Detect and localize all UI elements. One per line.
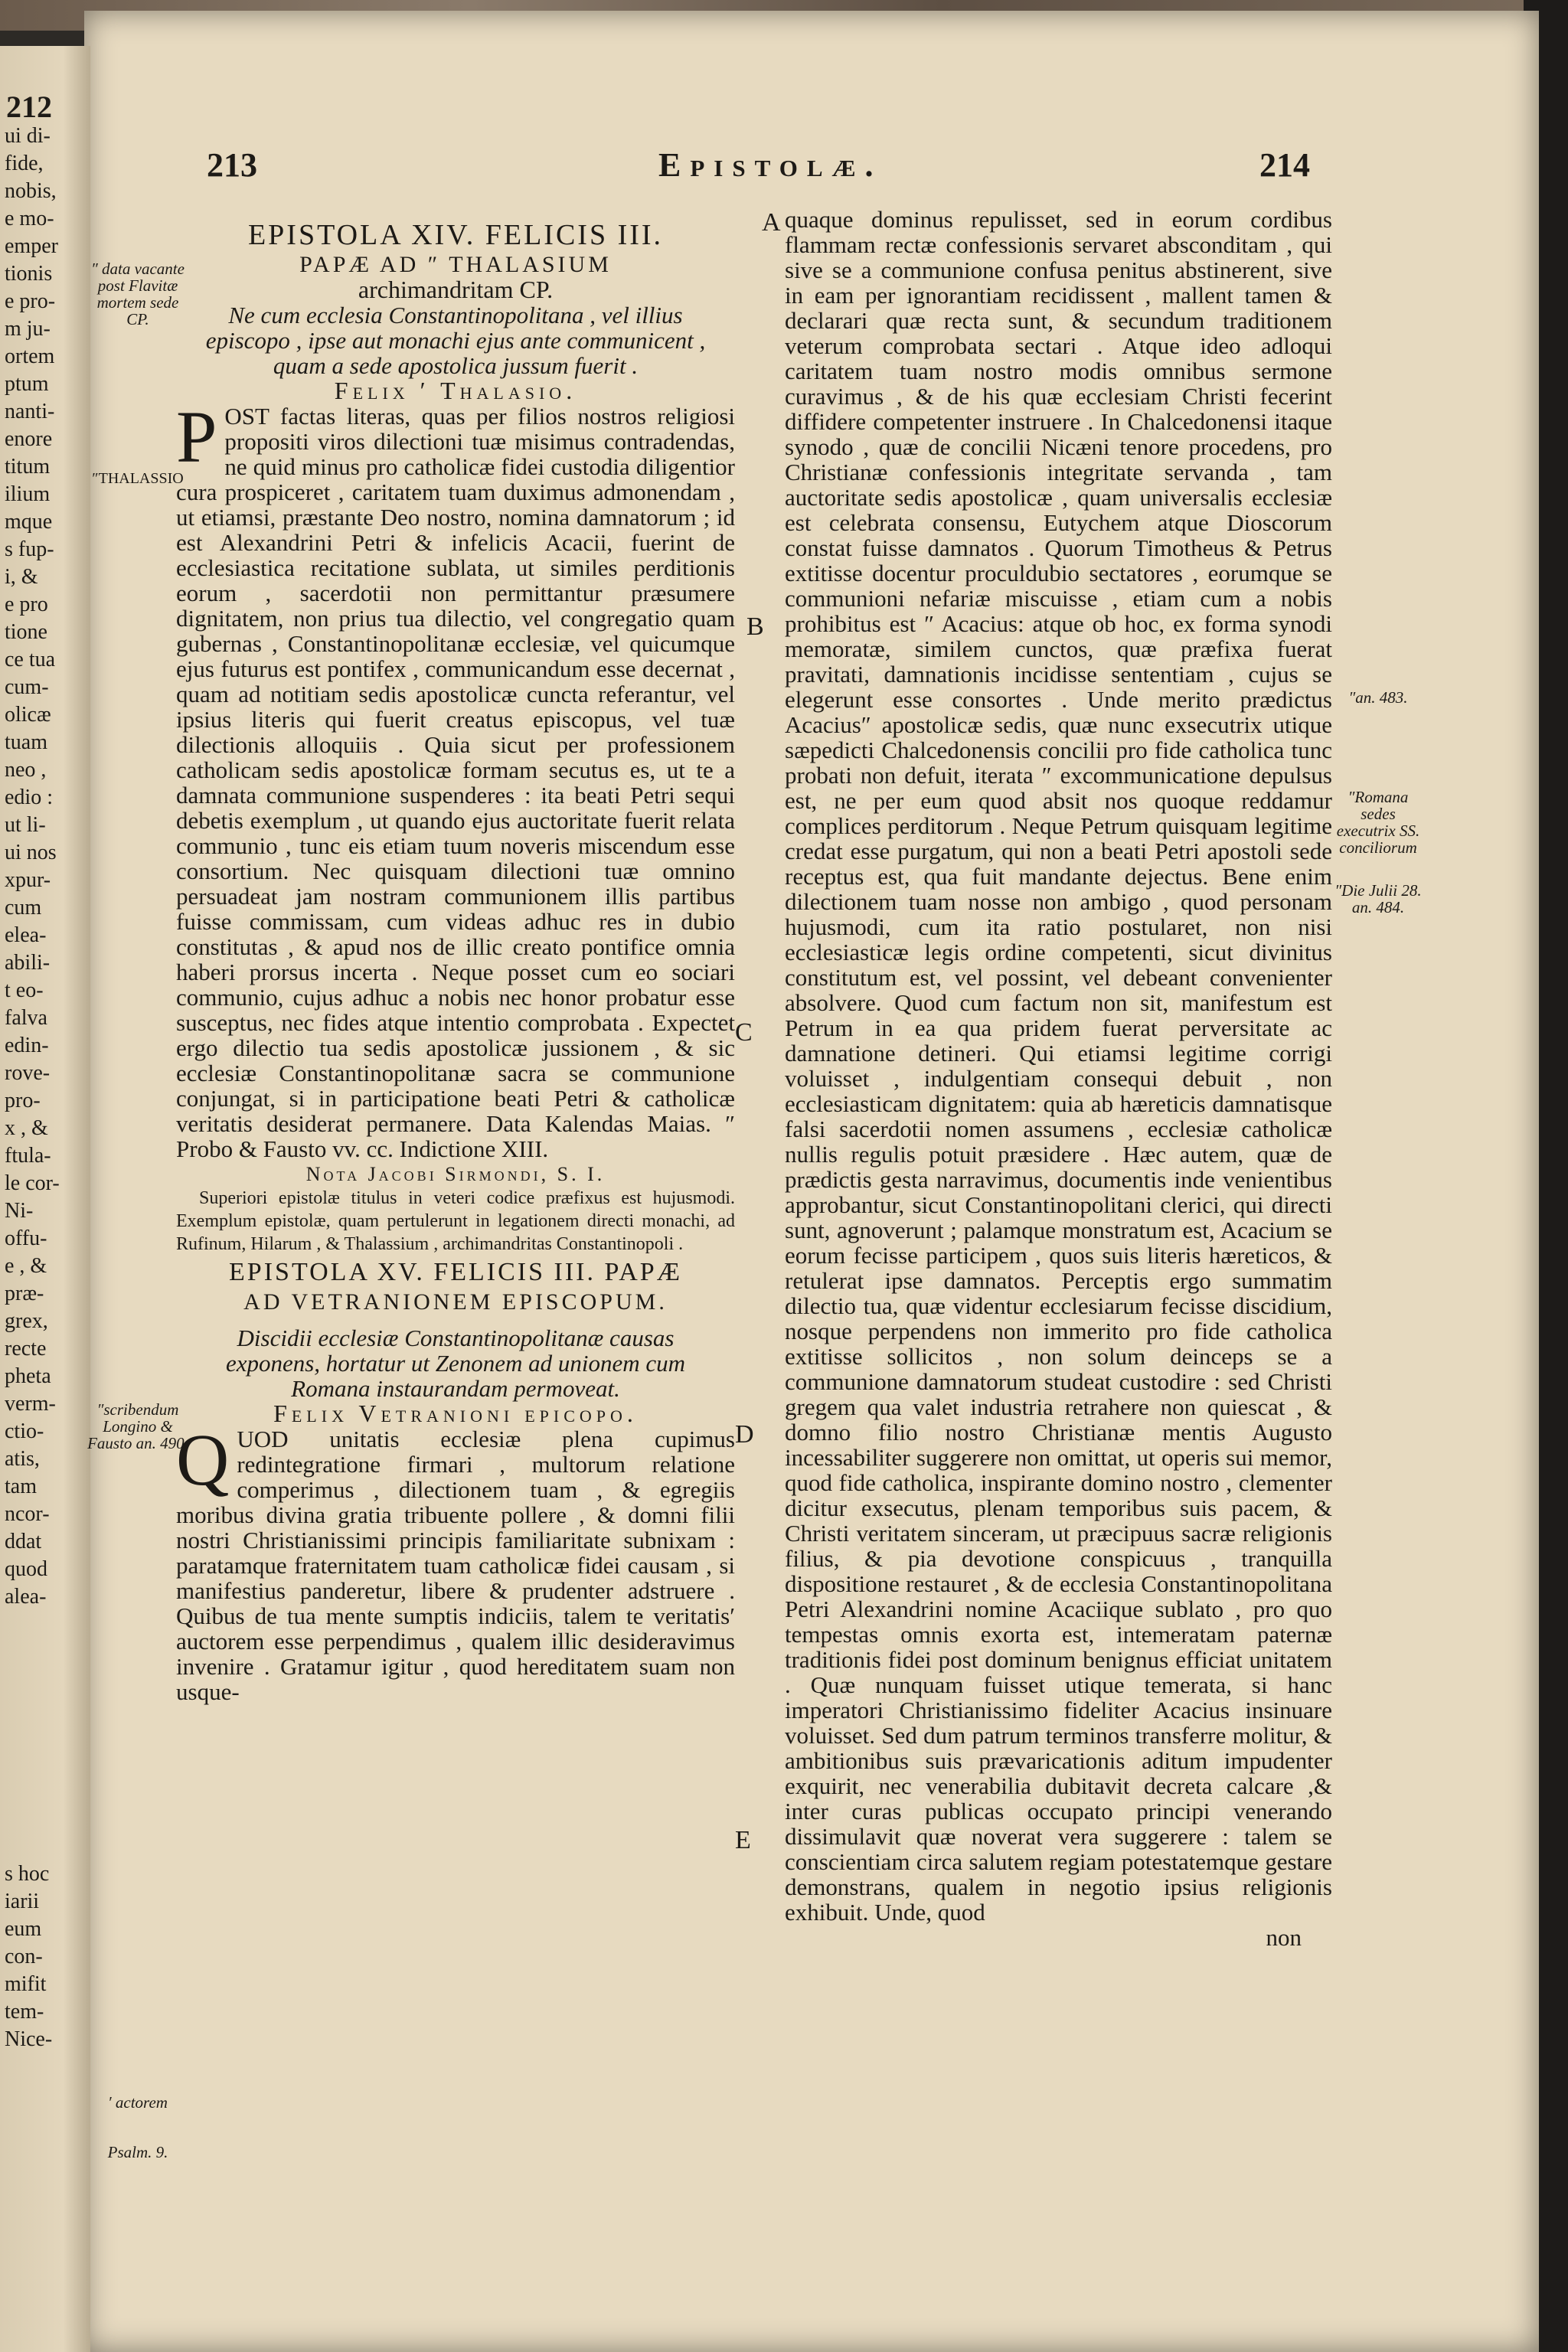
margin-note-psalm: Psalm. 9.: [107, 2143, 168, 2161]
previous-page-fragment: præ-: [5, 1282, 44, 1305]
previous-page-fragment: recte: [5, 1337, 47, 1361]
previous-page-fragment: ftula-: [5, 1144, 51, 1168]
catchword: non: [1266, 1924, 1302, 1951]
epistle-15-subtitle: AD VETRANIONEM EPISCOPUM.: [243, 1289, 668, 1315]
left-column: [176, 218, 735, 1704]
previous-page-fragment: con-: [5, 1945, 43, 1968]
previous-page-fragment: abili-: [5, 951, 51, 975]
margin-note-an-483: ″an. 483.: [1348, 688, 1408, 707]
epistle-15-title: EPISTOLA XV. FELICIS III. PAPÆ: [229, 1258, 682, 1286]
previous-page-fragment: ctio-: [5, 1419, 44, 1443]
previous-page-fragment: s fup-: [5, 537, 54, 561]
previous-page-fragment: tionis: [5, 262, 53, 286]
previous-page-fragment: tione: [5, 620, 47, 644]
previous-page-fragment: Nice-: [5, 2027, 53, 2051]
previous-page-fragment: tam: [5, 1475, 37, 1498]
section-letter-c: C: [735, 1018, 753, 1047]
epistle-14-title: EPISTOLA XIV. FELICIS III.: [247, 219, 664, 251]
previous-page-fragment: titum: [5, 455, 51, 479]
section-letter-d: D: [735, 1420, 754, 1449]
previous-page-fragments-top: [5, 122, 60, 1611]
epistle-14-salutation: Felix ′ Thalasio.: [334, 377, 577, 404]
previous-page-fragment: mifit: [5, 1972, 47, 1996]
previous-page-fragment: nanti-: [5, 400, 55, 423]
previous-page-fragment: nobis,: [5, 179, 57, 203]
running-title: Epistolæ.: [658, 146, 883, 184]
dropcap-p: P: [176, 396, 217, 478]
previous-page-fragment: edio :: [5, 786, 53, 809]
previous-page-fragment: pheta: [5, 1364, 51, 1388]
epistle-14-subtitle: PAPÆ AD ″ THALASIUM: [299, 252, 612, 277]
previous-page-fragment: ilium: [5, 482, 51, 506]
epistle-14-text: OST factas literas, quas per filios nostros religiosi propositi viros dilectioni tuæ misimus contradendas, ne quid minus pro catholicæ fidei custodia diligentior cura prospiceret , caritatem tuam duximus admonendam , ut etiamsi, præstante Deo nostro, nomina damnatorum ; id est Alexandrini Petri & infelicis Acacii, fuerint de ecclesiastica recitatione sublata, ut similes perditionis eorum , sacerdotii non permittantur præsumere dignitatem, non prius tua dilectio, vel congregatio quam gubernas , Constantinopolitanæ ecclesiæ, vel quicumque ejus futurus est pontifex , communicandum esse decernat , quam ad notitiam sedis apostolicæ cuncta referantur, vel ipsius literis qui fuerit creatus episcopus, vel tuæ dilectionis alloquiis . Quia sicut per professionem catholicam sedis apostolicæ formam secutus es, ut te a damnata communione suspenderes : ita beati Petri sequi debetis exemplum , ut quando ejus auctoritate fuerit relata communio , tunc eis etiam tuum noveris miscendum esse consortium. Nec quisquam dilectioni tuæ omnino persuadeat jam nostram communionem illis partibus fuisse commissam, cum videas adhuc res in dubio constitutas , & apud nos de illic creato pontifice omnia haberi prorsus incerta . Neque posset cum eo sociari communio, cujus adhuc a nobis nec honor probatur esse susceptus, nec fides atque intentio comprobata . Expectet ergo dilectio tua sedis apostolicæ jussionem , & sic ecclesiæ Constantinopolitanæ sacra se communione conjungat, si in participatione beati Petri & catholicæ veritatis desiderat permanere. Data Kalendas Maias. ″ Probo & Fausto vv. cc. Indictione XIII.: [176, 403, 735, 1162]
previous-page-fragment: grex,: [5, 1309, 48, 1333]
previous-page-fragment: rove-: [5, 1061, 51, 1085]
previous-page-fragment: e mo-: [5, 207, 54, 230]
previous-page-fragment: t eo-: [5, 978, 44, 1002]
previous-page-fragment: x , &: [5, 1116, 48, 1140]
previous-page-fragment: Ni-: [5, 1199, 34, 1223]
previous-page-fragment: iarii: [5, 1890, 40, 1913]
previous-page-fragment: alea-: [5, 1585, 47, 1609]
previous-page-fragment: mque: [5, 510, 53, 534]
previous-page-fragment: xpur-: [5, 868, 51, 892]
previous-page-fragment: quod: [5, 1557, 47, 1581]
previous-page-fragment: s hoc: [5, 1862, 50, 1886]
epistle-14-body: [176, 396, 735, 1162]
previous-page-fragment: tuam: [5, 730, 47, 754]
previous-page-fragment: ce tua: [5, 648, 56, 671]
previous-page-fragment: cum-: [5, 675, 49, 699]
previous-page-strip: [0, 46, 90, 2352]
nota-heading: Nota Jacobi Sirmondi, S. I.: [305, 1163, 606, 1185]
previous-page-fragment: elea-: [5, 923, 47, 947]
previous-page-fragment: eum: [5, 1917, 42, 1941]
previous-page-fragment: edin-: [5, 1034, 49, 1057]
previous-page-fragment: ncor-: [5, 1502, 50, 1526]
previous-page-fragment: ddat: [5, 1530, 42, 1553]
previous-page-fragment: olicæ: [5, 703, 51, 727]
previous-page-fragment: enore: [5, 427, 53, 451]
epistle-15-continuation: quaque dominus repulisset, sed in eorum cordibus flammam rectæ confessionis servaret absconditam , qui sive se a communione confusa penitus abstinerent, sive in eam per ignorantiam recidissent , mallent tamen & declarari quæ recta sunt, & secundum traditionem veterum comprobata sectari . Atque ideo adloqui caritatem tuam nostro modis omnibus sermone curavimus , & de his quæ ecclesiam Christi fecerint diffidere competenter instruere . In Chalcedonensi itaque synodo , quæ de concilii Nicæni tenore procedens, pro Christianæ confessionis integritate servanda , tam auctoritate sedis apostolicæ , quam universalis ecclesiæ est celebrata consensu, Eutychem atque Dioscorum constat fuisse damnatos . Quorum Timotheus & Petrus extitisse docentur proculdubio sectatores , eorumque se communioni nefariæ miscuisse , etiam cum a nobis prohibitus est ″ Acacius: atque ob hoc, ex forma synodi memoratæ, similem cunctos, quæ præfixa fuerat pravitati, damnationis incidisse sententiam , cujus se elegerunt esse consortes . Unde merito prædictus Acacius″ apostolicæ sedis, quæ nunc exsecutrix utique sæpedicti Chalcedonensis concilii pro fide catholica tunc probati non defuit, iterata ″ excommunicatione depulsus est, ne per eum quod absit nos quoque reddamur complices perditorum . Neque Petrum quisquam legitime credat esse purgatum, qui non a beati Petri apostoli sede receptus est, qua fuit mandante dejectus. Bene enim dilectionem tuam nosse non ambigo , quod personam hujusmodi, cum ita ratio postularet, non nisi ecclesiasticæ legis ordine competenti, sicut divinitus constitutum est, vel possint, vel debeant convenienter absolvere. Quod cum factum non sit, manifestum est Petrum in ea qua pridem fuerat perversitate ac damnatione detineri. Qui etiamsi legitime corrigi voluisset , indulgentiam consequi debuit , non ecclesiasticam dignitatem: quia ab hæreticis damnatisque falsi sacerdotii nomen assumens , ecclesiæ catholicæ nullis regulis potuit præsidere . Hæc autem, quæ de prædictis gesta narravimus, documentis inde venientibus approbantur, sicut Constantinopolitani clerici, qui directi sunt, agnoverunt ; palamque monstratum est, Acacium se eorum fecisse participem , quos suis literis hæreticos, & retulerat ipse damnatos. Perceptis ergo summatim dilectio tua, quæ videntur ecclesiarum fecisse discidium, nosque perpendens non immerito pro fide catholica extitisse sollicitos , non solum deinceps se a communione damnatorum studeat custodire : sed Christi gregem qua valet industria retrahere non quiescat , & domno filio nostro Christianæ mentis Augusto incessabiliter suggerere non omittat, ut operis sui memor, quod fide catholica, inspirante domino nostro , clementer dicitur exsecutus, plenam temporibus suis pacem, & Christi veritatem sinceram, ut præcipuus sacræ religionis filius, & pia devotione conspicuus , tranquilla dispositione restauret , & de ecclesia Constantinopolitana Petri Alexandrini nomine Acaciique sublato , pro quo tempestas omnis exorta est, intemeratam paternæ traditionis fidei post dominum benignus efficiat unitatem . Quæ nunquam fuisset utique temerata, si hanc imperatori Christianissimo fideliter Acacius insinuare voluisset. Sed dum patrum terminos transferre molitur, & ambitionibus suis prævaricationis aditum impudenter exquirit, nec venerabilia dubitavit decreta calcare ,& inter curas publicas occupato principi venerando dissimulavit quæ noverat vera suggerere : talem se conscientiam circa salutem regiam potestatemque gestare demonstrans, qualem in negotio ipsius religionis exhibuit. Unde, quod: [785, 206, 1332, 1926]
margin-note-actorem: ′ actorem: [108, 2093, 168, 2112]
previous-page-fragment: le cor-: [5, 1171, 60, 1195]
page-number-right: 214: [1259, 146, 1310, 184]
previous-page-fragment: verm-: [5, 1392, 56, 1416]
previous-page-fragment: falva: [5, 1006, 47, 1030]
margin-note-vacante: ″ data vacante post Flavitæ mortem sede CP.: [91, 260, 185, 328]
margin-note-romana-sedes: ″Romana sedes executrix SS. conciliorum: [1336, 788, 1420, 857]
right-column: [785, 207, 1332, 1950]
previous-page-fragment: tem-: [5, 2000, 44, 2024]
section-letter-b: B: [746, 612, 764, 641]
previous-page-fragment: e pro: [5, 593, 48, 616]
previous-page-fragment: emper: [5, 234, 58, 258]
previous-page-fragment: offu-: [5, 1227, 47, 1250]
epistle-14-subtitle-2: archimandritam CP.: [358, 276, 554, 303]
page-number-left: 213: [207, 146, 257, 184]
previous-page-fragment: ortem: [5, 345, 55, 368]
previous-page-fragment: ui nos: [5, 841, 57, 864]
previous-page-fragment: cum: [5, 896, 42, 920]
previous-page-fragment: pro-: [5, 1089, 41, 1112]
previous-page-fragment: e , &: [5, 1254, 47, 1278]
previous-page-fragment: neo ,: [5, 758, 47, 782]
previous-page-fragment: ut li-: [5, 813, 46, 837]
previous-page-fragment: i, &: [5, 565, 38, 589]
section-letter-e: E: [735, 1826, 751, 1854]
nota-text: Superiori epistolæ titulus in veteri codice præfixus est hujusmodi. Exemplum epistolæ, quam pertulerunt in legationem directi monachi, ad Rufinum, Hilarum , & Thalassium , archimandritas Constantinopoli .: [176, 1188, 735, 1254]
margin-note-thalassio: ″THALASSIO: [92, 470, 184, 487]
previous-page-fragment: ui di-: [5, 124, 51, 148]
previous-page-fragment: e pro-: [5, 289, 56, 313]
previous-page-fragment: m ju-: [5, 317, 51, 341]
previous-page-fragment: atis,: [5, 1447, 40, 1471]
margin-note-die-julii: ″Die Julii 28. an. 484.: [1334, 881, 1422, 916]
epistle-15-salutation: Felix Vetranioni epicopo.: [273, 1400, 638, 1427]
epistle-15-text: UOD unitatis ecclesiæ plena cupimus redintegratione firmari , multorum relatione comperimus , dilectionem tuam , & egregiis moribus divina gratia tribuente pollere , & domni filii nostri Christianissimi principis familiaritate subnixam : paratamque fraternitatem tuam catholicæ fidei causam , si manifestius panderetur, libere & prudenter adstruere . Quibus de tua mente sumptis indiciis, talem te veritatis′ auctorem esse perpendimus , qualem illic desideravimus invenire . Gratamur igitur , quod hereditatem suam non usque-: [176, 1426, 735, 1705]
previous-page-fragment: ptum: [5, 372, 49, 396]
section-letter-a: A: [762, 208, 781, 237]
epistle-15-summary: Discidii ecclesiæ Constantinopolitanæ causas exponens, hortatur ut Zenonem ad unionem cum Romana instaurandam permoveat.: [225, 1325, 686, 1402]
epistle-14-summary: Ne cum ecclesia Constantinopolitana , vel illius episcopo , ipse aut monachi ejus ante communicent , quam a sede apostolica jussum fuerit .: [205, 302, 706, 379]
margin-note-scribendum: ″scribendum Longino & Fausto an. 490.: [87, 1400, 188, 1452]
previous-page-fragments-bottom: [5, 1860, 52, 2053]
previous-page-fragment: fide,: [5, 152, 44, 175]
epistle-15-body: [176, 1419, 735, 1705]
dropcap-q: Q: [176, 1419, 230, 1501]
previous-page-number: 212: [6, 90, 52, 124]
